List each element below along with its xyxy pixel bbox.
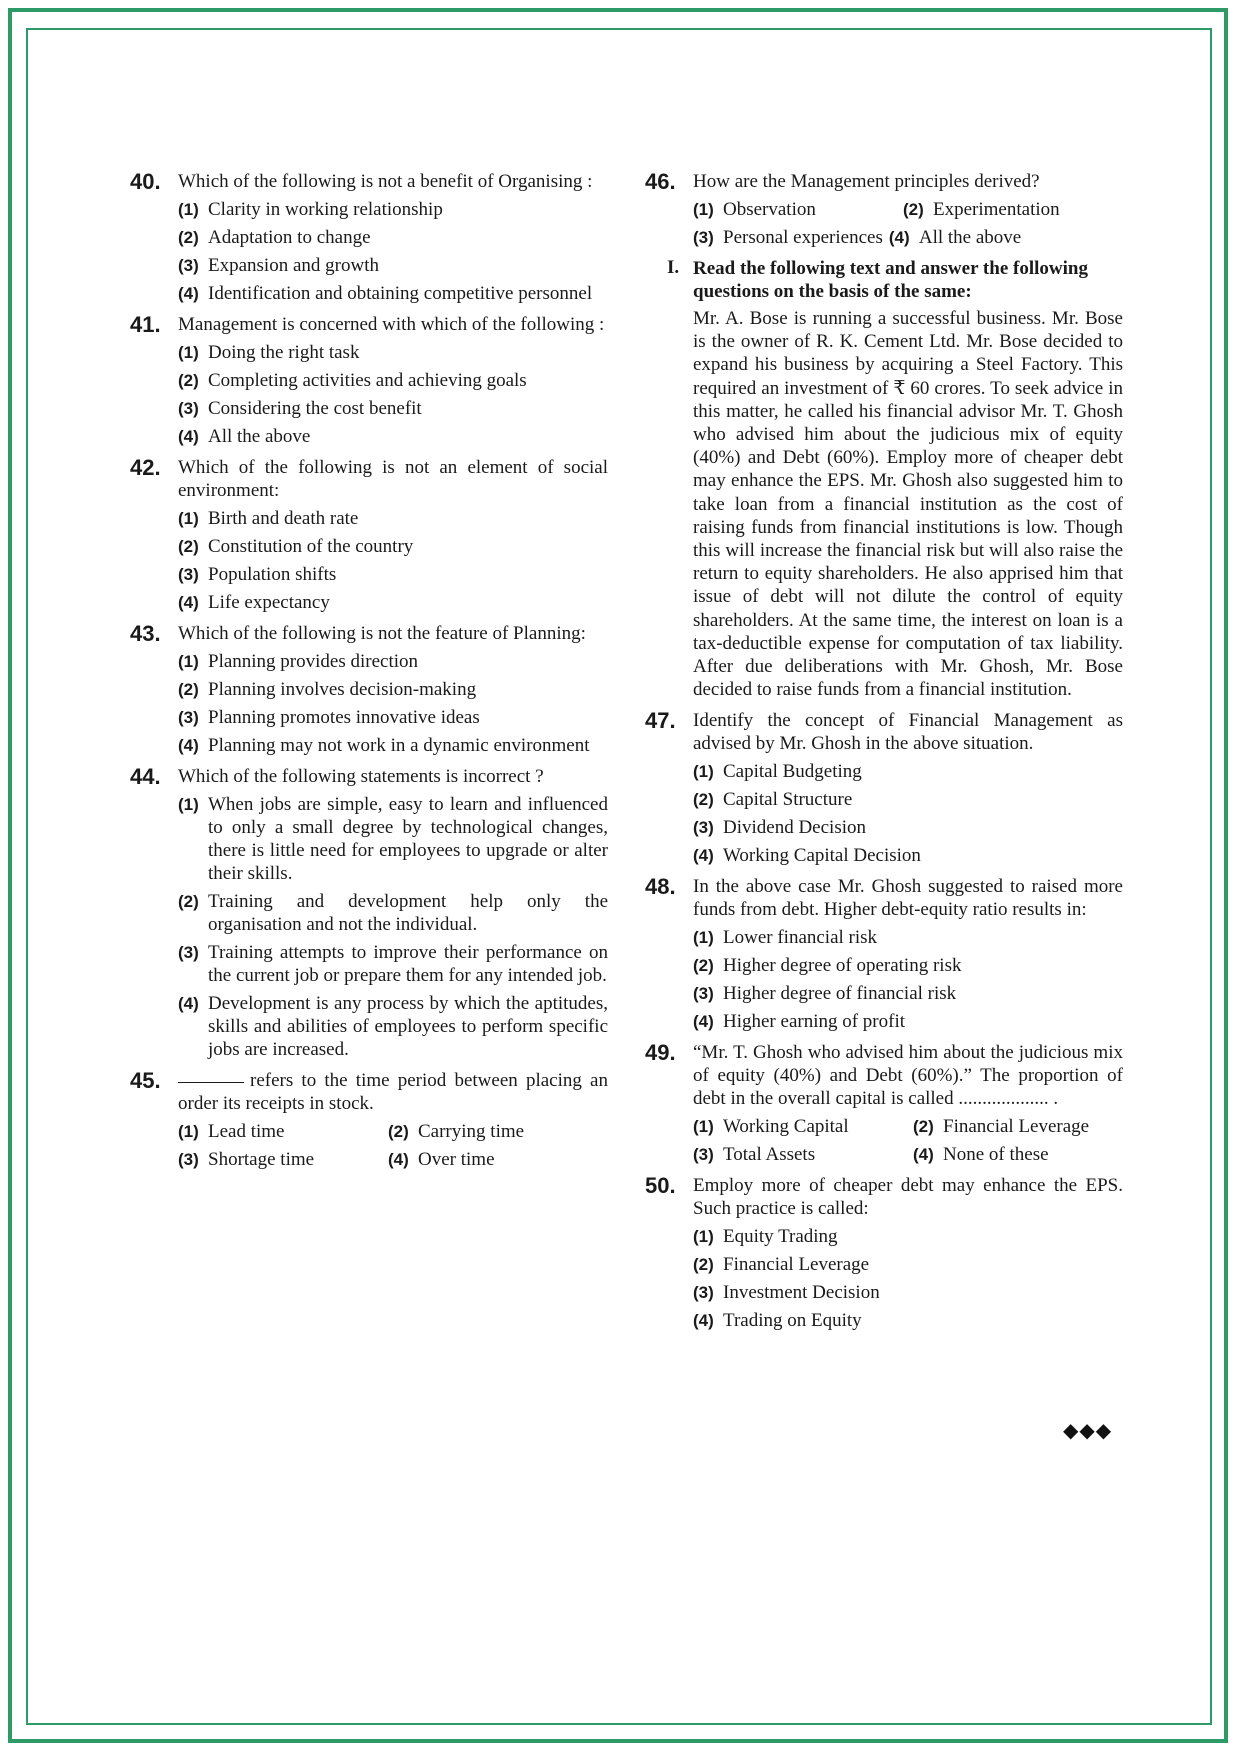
option-text: Planning promotes innovative ideas: [208, 707, 480, 728]
question-number: 48.: [645, 874, 676, 900]
option: [178, 369, 608, 392]
option-number: (4): [178, 593, 199, 612]
question-49: [645, 1041, 1123, 1166]
option-text: When jobs are simple, easy to learn and influenced to only a small degree by technological changes, there is little need for employees to upgrade or alter their skills.: [208, 794, 608, 884]
option-text: Considering the cost benefit: [208, 398, 422, 419]
option-text: Constitution of the country: [208, 536, 414, 557]
option: [693, 844, 1123, 867]
question-text: “Mr. T. Ghosh who advised him about the judicious mix of equity (40%) and Debt (60%).” The proportion of debt in the overall capital is called ................... .: [693, 1042, 1123, 1110]
option-row: [178, 1120, 608, 1143]
question-text-content: refers to the time period between placing an order its receipts in stock.: [178, 1070, 608, 1114]
option: [388, 1148, 495, 1171]
option-text: Equity Trading: [723, 1226, 838, 1248]
option-text: Experimentation: [933, 199, 1060, 220]
left-column: [130, 170, 608, 1179]
section-roman-numeral: I.: [667, 257, 680, 278]
passage-heading: [645, 257, 1123, 303]
option: [693, 1010, 1123, 1033]
option-number: (2): [693, 956, 714, 976]
option-number: (4): [693, 1311, 714, 1331]
right-column: [645, 170, 1123, 1340]
option-number: (2): [178, 228, 199, 247]
question-48: [645, 875, 1123, 1033]
option-text: None of these: [943, 1144, 1049, 1166]
option-number: (4): [388, 1150, 409, 1169]
option-text: Life expectancy: [208, 592, 330, 613]
option-text: Planning involves decision-making: [208, 679, 477, 700]
option-text: Completing activities and achieving goals: [208, 370, 527, 391]
option: [693, 1115, 913, 1138]
question-text: Which of the following is not a benefit of Organising :: [178, 171, 593, 192]
question-text: Which of the following is not the feature of Planning:: [178, 623, 586, 644]
question-41: [130, 313, 608, 448]
option-text: Over time: [418, 1149, 495, 1170]
question-number: 42.: [130, 455, 161, 480]
option-text: Planning may not work in a dynamic environment: [208, 735, 590, 756]
option-text: Identification and obtaining competitive personnel: [208, 283, 593, 304]
option-text: Clarity in working relationship: [208, 199, 443, 220]
option: [693, 1281, 1123, 1304]
option-number: (3): [693, 818, 714, 838]
option-text: Capital Structure: [723, 789, 853, 811]
option: [388, 1120, 524, 1143]
option-number: (2): [388, 1122, 409, 1141]
option-row: [693, 1143, 1123, 1166]
question-45: [130, 1069, 608, 1171]
question-40: [130, 170, 608, 305]
question-text: In the above case Mr. Ghosh suggested to raised more funds from debt. Higher debt-equity ratio results in:: [693, 876, 1123, 921]
option-number: (4): [693, 846, 714, 866]
option: [178, 591, 608, 614]
option: [178, 341, 608, 364]
option-number: (3): [178, 399, 199, 418]
option: [693, 788, 1123, 811]
question-number: 40.: [130, 169, 161, 194]
option-number: (1): [693, 1227, 714, 1247]
question-44: [130, 765, 608, 1061]
option-text: Trading on Equity: [723, 1310, 862, 1332]
option: [178, 678, 608, 701]
option: [178, 425, 608, 448]
option: [178, 507, 608, 530]
option-number: (2): [693, 1255, 714, 1275]
option-number: (4): [178, 427, 199, 446]
question-43: [130, 622, 608, 757]
option: [178, 1148, 388, 1171]
option-text: Financial Leverage: [723, 1254, 870, 1276]
option-number: (4): [913, 1145, 934, 1165]
option-row: [693, 198, 1123, 221]
option-text: Personal experiences: [723, 227, 883, 248]
option-text: All the above: [918, 227, 1022, 248]
option: [178, 890, 608, 936]
option-text: Carrying time: [418, 1121, 525, 1142]
option-text: Dividend Decision: [723, 817, 867, 839]
option-number: (1): [693, 200, 714, 219]
option-text: Lower financial risk: [723, 927, 878, 949]
option-number: (1): [693, 762, 714, 782]
option-text: Working Capital Decision: [723, 845, 921, 867]
question-text: Which of the following is not an element of social environment:: [178, 457, 608, 501]
option-row: [693, 1115, 1123, 1138]
option-text: Working Capital: [723, 1116, 849, 1138]
option-number: (4): [888, 228, 910, 247]
option: [178, 397, 608, 420]
option-text: Shortage time: [208, 1149, 315, 1170]
option: [693, 1253, 1123, 1276]
option-text: Higher degree of financial risk: [723, 983, 957, 1005]
option-number: (2): [913, 1117, 934, 1137]
option-text: Expansion and growth: [208, 255, 379, 276]
passage-instruction: Read the following text and answer the following questions on the basis of the same:: [693, 258, 1088, 302]
option-text: Birth and death rate: [208, 508, 359, 529]
option-number: (3): [693, 1145, 714, 1165]
option: [178, 282, 608, 305]
option-number: (1): [178, 652, 199, 671]
option-text: Development is any process by which the aptitudes, skills and abilities of employees to perform specific jobs are increased.: [208, 993, 608, 1060]
option-number: (2): [903, 200, 924, 219]
option-row: [178, 1148, 608, 1171]
option: [903, 198, 1060, 221]
option-number: (4): [178, 994, 199, 1013]
option-text: Doing the right task: [208, 342, 360, 363]
question-42: [130, 456, 608, 614]
question-text: Management is concerned with which of the following :: [178, 314, 605, 335]
option: [693, 1225, 1123, 1248]
option-number: (3): [178, 943, 199, 962]
question-text: Employ more of cheaper debt may enhance the EPS. Such practice is called:: [693, 1175, 1123, 1220]
question-text: [178, 1069, 608, 1115]
question-number: 41.: [130, 312, 161, 337]
option-number: (2): [178, 537, 199, 556]
option-number: (4): [178, 284, 199, 303]
option-text: Training and development help only the organisation and not the individual.: [208, 891, 608, 935]
option-text: Financial Leverage: [943, 1116, 1090, 1138]
option: [693, 760, 1123, 783]
option: [178, 992, 608, 1061]
question-number: 49.: [645, 1040, 676, 1066]
option: [889, 226, 1021, 249]
option: [178, 706, 608, 729]
option-row: [693, 226, 1123, 249]
option-number: (3): [693, 1283, 714, 1303]
option: [693, 926, 1123, 949]
option-number: (3): [693, 228, 714, 247]
option: [178, 734, 608, 757]
option: [913, 1115, 1089, 1138]
fill-in-blank: [178, 1082, 244, 1083]
option: [693, 1143, 913, 1166]
option: [178, 650, 608, 673]
option: [693, 198, 903, 221]
question-46: [645, 170, 1123, 249]
option: [693, 226, 883, 249]
option-number: (1): [178, 509, 199, 528]
option: [178, 941, 608, 987]
option: [693, 954, 1123, 977]
option-number: (3): [693, 984, 714, 1004]
question-number: 50.: [645, 1173, 676, 1199]
option: [178, 535, 608, 558]
option: [178, 198, 608, 221]
option-text: Total Assets: [723, 1144, 816, 1166]
option-text: Higher earning of profit: [723, 1011, 906, 1033]
option-number: (4): [693, 1012, 714, 1032]
question-text: Identify the concept of Financial Management as advised by Mr. Ghosh in the above situation.: [693, 710, 1123, 755]
question-number: 43.: [130, 621, 161, 646]
option-number: (1): [693, 928, 714, 948]
option-text: Lead time: [208, 1121, 285, 1142]
end-of-section-diamonds-icon: ◆◆◆: [1063, 1418, 1113, 1442]
question-text: Which of the following statements is incorrect ?: [178, 766, 544, 787]
option-text: Training attempts to improve their performance on the current job or prepare them for any intended job.: [208, 942, 608, 986]
question-number: 45.: [130, 1068, 161, 1093]
question-50: [645, 1174, 1123, 1332]
question-number: 47.: [645, 708, 676, 734]
option: [178, 226, 608, 249]
option: [178, 793, 608, 885]
option-text: Investment Decision: [723, 1282, 880, 1304]
question-number: 44.: [130, 764, 161, 789]
question-47: [645, 709, 1123, 867]
option-number: (2): [693, 790, 714, 810]
option-number: (1): [178, 795, 199, 814]
option-number: (2): [178, 371, 199, 390]
question-text: How are the Management principles derived?: [693, 171, 1040, 192]
option: [913, 1143, 1049, 1166]
option-text: Planning provides direction: [208, 651, 419, 672]
question-number: 46.: [645, 169, 676, 194]
option-number: (1): [178, 1122, 199, 1141]
option: [693, 982, 1123, 1005]
option-number: (4): [178, 736, 199, 755]
option-number: (1): [178, 343, 199, 362]
option: [178, 254, 608, 277]
case-study-passage: Mr. A. Bose is running a successful business. Mr. Bose is the owner of R. K. Cement Ltd. Mr. Bose decided to expand his business by acquiring a Steel Factory. This required an investment of ₹ 60 crores. To seek advice in this matter, he called his financial advisor Mr. T. Ghosh who advised him about the judicious mix of equity (40%) and Debt (60%). Employ more of cheaper debt may enhance the EPS. Mr. Ghosh also suggested him to take loan from a financial institution as the cost of raising funds from financial institutions is low. Though this will increase the financial risk but will also raise the return to equity shareholders. He also apprised him that issue of debt will not dilute the control of equity shareholders. At the same time, the interest on loan is a tax-deductible expense for computation of tax liability. After due deliberations with Mr. Ghosh, Mr. Bose decided to raise funds from a financial institution.: [693, 308, 1123, 701]
option-text: Capital Budgeting: [723, 761, 862, 783]
option-number: (3): [178, 256, 199, 275]
option-text: Adaptation to change: [208, 227, 371, 248]
option-text: Observation: [723, 199, 816, 220]
option-number: (1): [693, 1117, 714, 1137]
option-number: (2): [178, 892, 199, 911]
option-text: Higher degree of operating risk: [723, 955, 962, 977]
option: [178, 563, 608, 586]
option-number: (1): [178, 200, 199, 219]
option: [178, 1120, 388, 1143]
option: [693, 816, 1123, 839]
option-text: All the above: [208, 426, 311, 447]
option-number: (3): [178, 708, 199, 727]
option-number: (3): [178, 565, 199, 584]
option: [693, 1309, 1123, 1332]
option-number: (3): [178, 1150, 199, 1169]
option-text: Population shifts: [208, 564, 337, 585]
option-number: (2): [178, 680, 199, 699]
